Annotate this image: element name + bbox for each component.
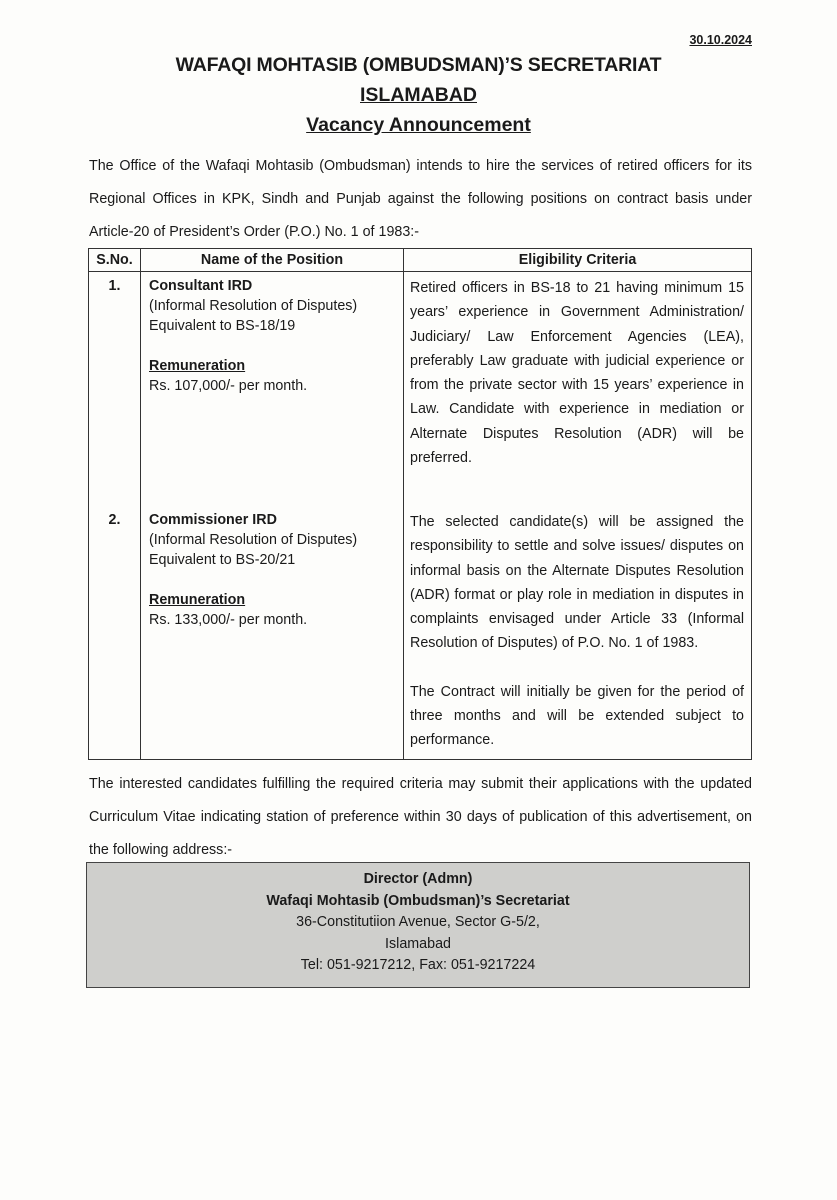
table-row	[89, 502, 752, 759]
header-eligibility: Eligibility Criteria	[404, 249, 752, 272]
row-position	[141, 272, 404, 503]
contract-terms-text: The Contract will initially be given for the period of three months and will be extended subject to performance.	[410, 683, 744, 749]
header-sno: S.No.	[89, 249, 141, 272]
announcement-title: Vacancy Announcement	[306, 114, 531, 136]
position-name: Commissioner IRD	[149, 512, 277, 528]
table-row	[89, 272, 752, 503]
address-contact: Tel: 051-9217212, Fax: 051-9217224	[300, 957, 536, 973]
position-subtitle: (Informal Resolution of Disputes)	[149, 532, 358, 548]
organization-title: WAFAQI MOHTASIB (OMBUDSMAN)’S SECRETARIAT	[175, 54, 662, 76]
document-date: 30.10.2024	[689, 33, 752, 47]
remuneration-value: Rs. 133,000/- per month.	[149, 612, 308, 628]
eligibility-text: The selected candidate(s) will be assigned the responsibility to settle and solve issues/ disputes on informal basis on the Alternate Disputes Resolution (ADR) format or play role in mediation in disputes in complaints envisaged under Article 33 (Informal Resolution of Disputes) of P.O. No. 1 of 1983.	[410, 514, 744, 652]
address-city: Islamabad	[385, 935, 451, 952]
remuneration-value: Rs. 107,000/- per month.	[149, 378, 308, 394]
address-street: 36-Constitutiion Avenue, Sector G-5/2,	[296, 914, 540, 930]
intro-paragraph: The Office of the Wafaqi Mohtasib (Ombudsman) intends to hire the services of retired officers for its Regional Offices in KPK, Sindh and Punjab against the following positions on contract basis under Article-20 of President’s Order (P.O.) No. 1 of 1983:-	[89, 158, 752, 240]
vacancy-table	[88, 248, 752, 760]
row-eligibility	[404, 502, 752, 759]
address-recipient: Director (Admn)	[363, 871, 473, 887]
closing-paragraph: The interested candidates fulfilling the required criteria may submit their applications with the updated Curriculum Vitae indicating station of preference within 30 days of publication of this advertisement, on the following address:-	[89, 776, 752, 858]
position-grade: Equivalent to BS-18/19	[149, 318, 296, 334]
position-name: Consultant IRD	[149, 278, 253, 294]
position-grade: Equivalent to BS-20/21	[149, 552, 296, 568]
row-eligibility	[404, 272, 752, 503]
row-sno: 2.	[89, 502, 141, 759]
table-header-row	[89, 249, 752, 272]
position-subtitle: (Informal Resolution of Disputes)	[149, 298, 358, 314]
row-sno: 1.	[89, 272, 141, 503]
eligibility-text: Retired officers in BS-18 to 21 having minimum 15 years’ experience in Government Administration/ Judiciary/ Law Enforcement Agencies (LEA), preferably Law graduate with judicial experience or from the private sector with 15 years’ experience in Law. Candidate with experience in mediation or Alternate Disputes Resolution (ADR) will be preferred.	[410, 280, 744, 467]
city-title: ISLAMABAD	[360, 84, 477, 106]
document-header	[0, 50, 837, 140]
header-position: Name of the Position	[141, 249, 404, 272]
remuneration-label: Remuneration	[149, 358, 246, 374]
row-position	[141, 502, 404, 759]
address-organization: Wafaqi Mohtasib (Ombudsman)’s Secretariat	[266, 892, 570, 909]
address-box	[86, 862, 750, 988]
remuneration-label: Remuneration	[149, 592, 246, 608]
